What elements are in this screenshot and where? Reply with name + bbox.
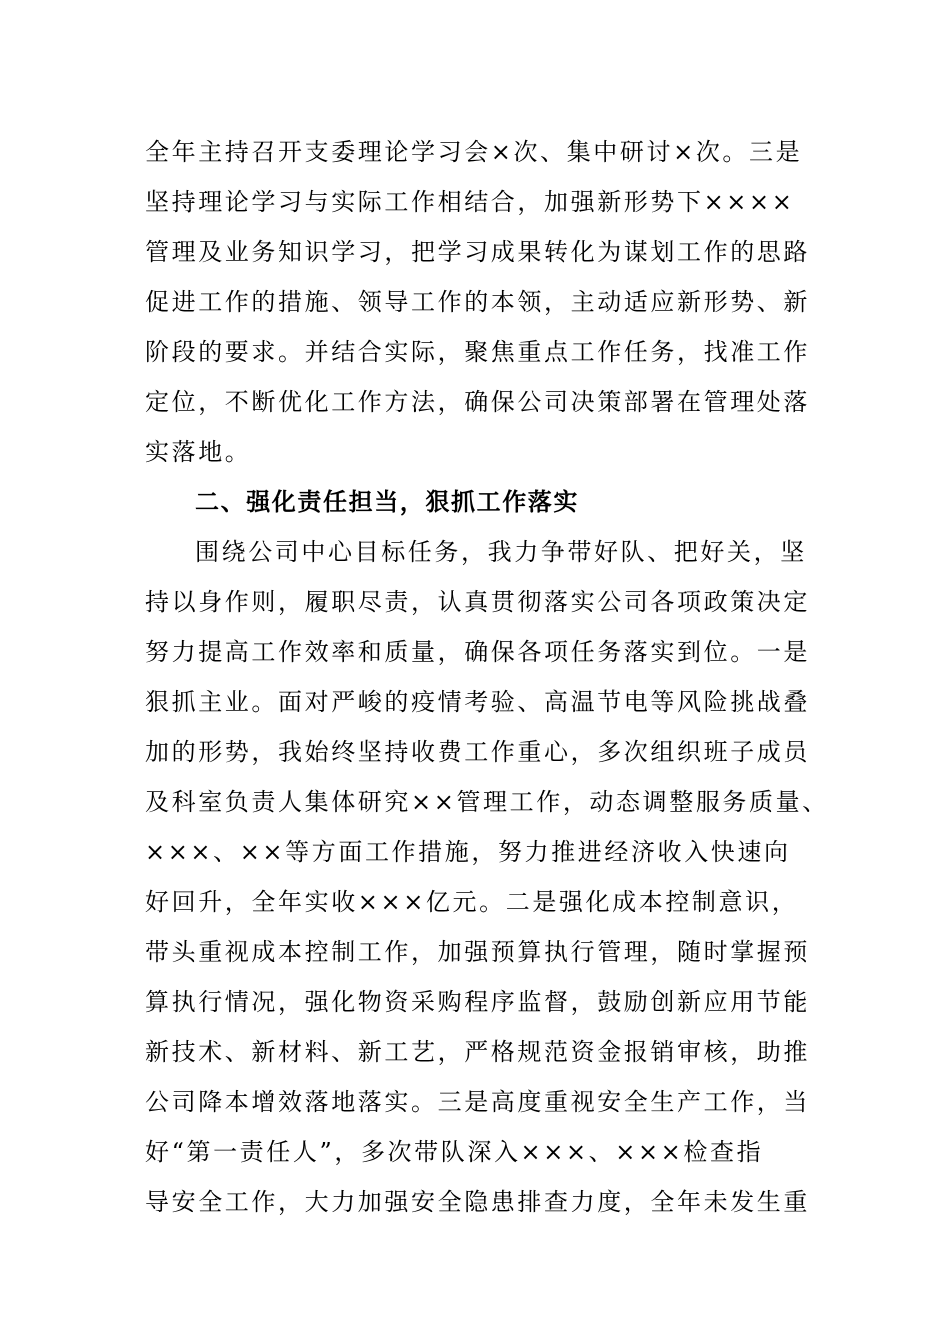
paragraph-line: ×××、××等方面工作措施，努力推进经济收入快速向	[145, 838, 791, 866]
paragraph-line: 围绕公司中心目标任务，我力争带好队、把好关，坚	[195, 538, 807, 566]
paragraph-line: 好回升，全年实收×××亿元。二是强化成本控制意识，	[145, 888, 799, 916]
paragraph-line: 阶段的要求。并结合实际，聚焦重点工作任务，找准工作	[145, 338, 810, 366]
paragraph-line: 努力提高工作效率和质量，确保各项任务落实到位。一是	[145, 638, 810, 666]
paragraph-line: 促进工作的措施、领导工作的本领，主动适应新形势、新	[145, 288, 810, 316]
paragraph-line: 定位，不断优化工作方法，确保公司决策部署在管理处落	[145, 388, 810, 416]
paragraph-line: 及科室负责人集体研究××管理工作，动态调整服务质量、	[145, 788, 829, 816]
section-heading: 二、强化责任担当，狠抓工作落实	[195, 488, 579, 516]
paragraph-line: 算执行情况，强化物资采购程序监督，鼓励创新应用节能	[145, 988, 810, 1016]
paragraph-line: 导安全工作，大力加强安全隐患排查力度，全年未发生重	[145, 1188, 810, 1216]
paragraph-line: 加的形势，我始终坚持收费工作重心，多次组织班子成员	[145, 738, 810, 766]
paragraph-line: 公司降本增效落地落实。三是高度重视安全生产工作，当	[145, 1088, 810, 1116]
paragraph-line: 全年主持召开支委理论学习会×次、集中研讨×次。三是	[145, 138, 803, 166]
paragraph-line: 带头重视成本控制工作，加强预算执行管理，随时掌握预	[145, 938, 810, 966]
paragraph-line: 管理及业务知识学习，把学习成果转化为谋划工作的思路	[145, 238, 810, 266]
paragraph-line: 持以身作则，履职尽责，认真贯彻落实公司各项政策决定	[145, 588, 810, 616]
paragraph-line: 坚持理论学习与实际工作相结合，加强新形势下××××	[145, 188, 795, 216]
paragraph-line: 好“第一责任人”，多次带队深入×××、×××检查指	[145, 1138, 764, 1166]
paragraph-line: 狠抓主业。面对严峻的疫情考验、高温节电等风险挑战叠	[145, 688, 810, 716]
paragraph-line: 实落地。	[145, 438, 252, 466]
paragraph-line: 新技术、新材料、新工艺，严格规范资金报销审核，助推	[145, 1038, 810, 1066]
